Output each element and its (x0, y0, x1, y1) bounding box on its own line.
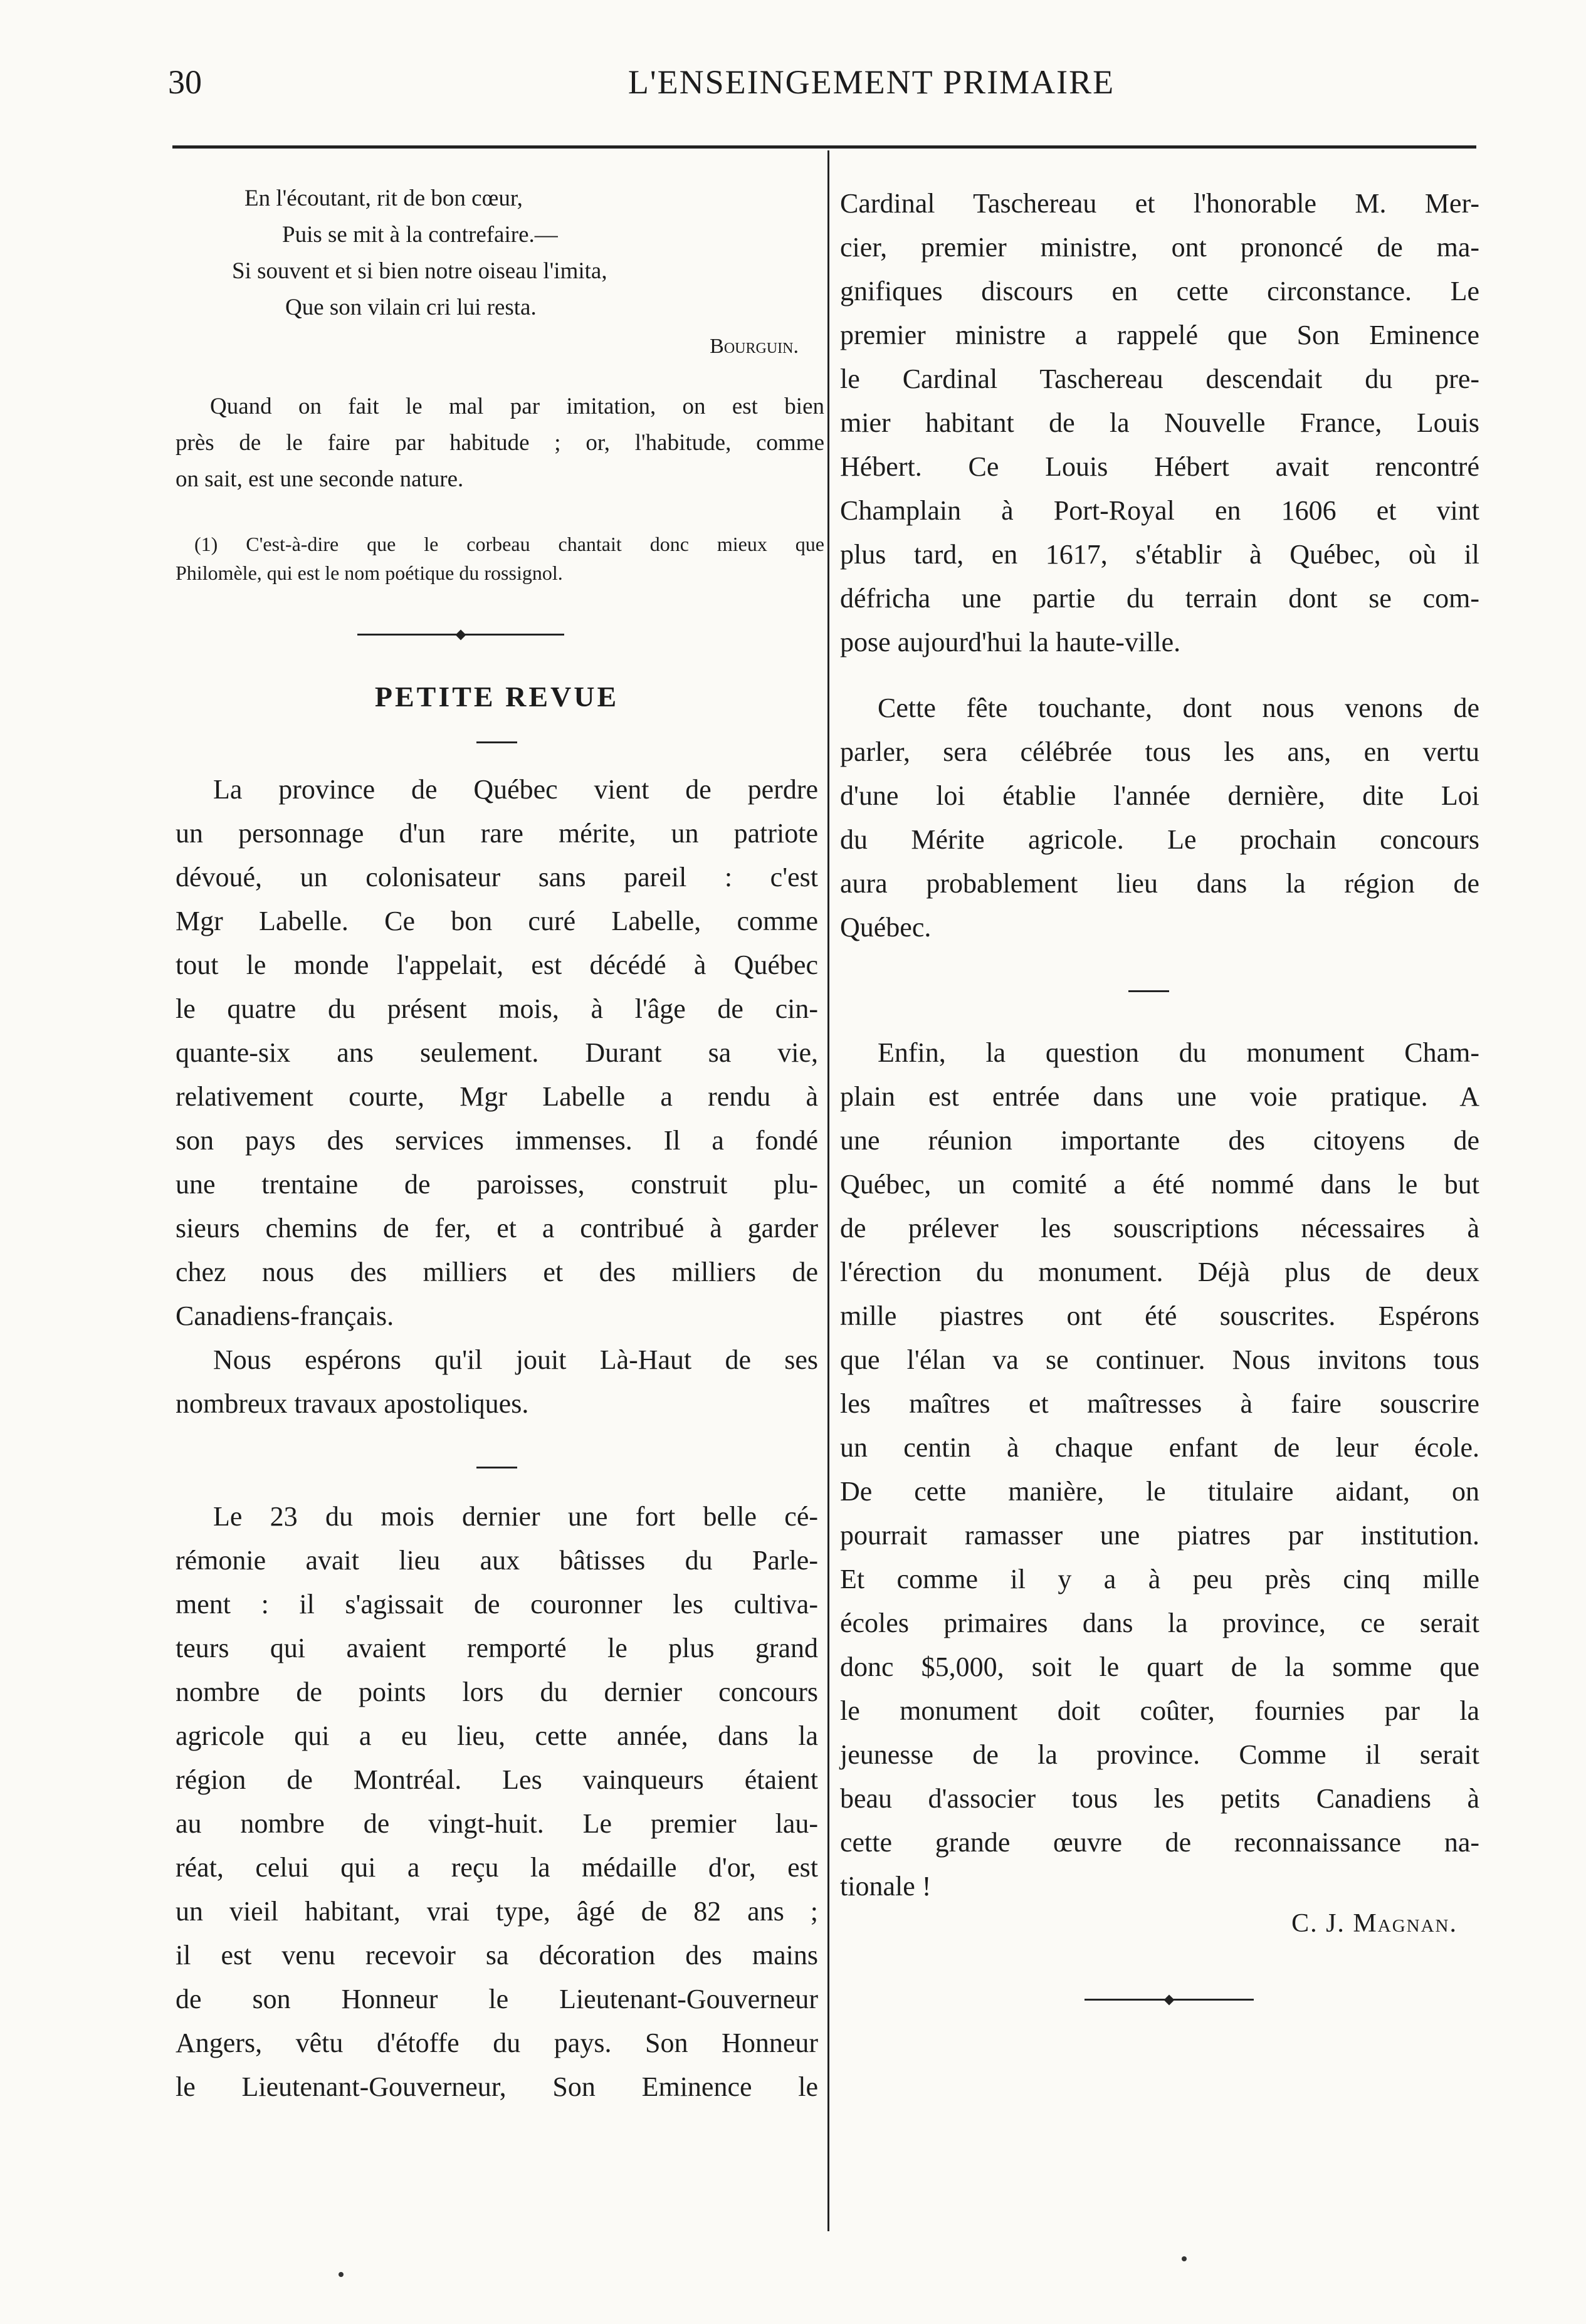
paragraph-dash (1128, 990, 1169, 992)
text-line: de prélever les souscriptions nécessaires à (840, 1213, 1479, 1243)
text-line: Nous espérons qu'il jouit Là-Haut de ses (213, 1344, 818, 1375)
text-line: le quatre du présent mois, à l'âge de cin- (176, 993, 818, 1024)
text-line: Et comme il y a à peu près cinq mille (840, 1564, 1479, 1594)
poem-excerpt (176, 181, 802, 365)
text-line: Le 23 du mois dernier une fort belle cé- (213, 1501, 818, 1532)
title-dash (476, 741, 517, 743)
text-line: La province de Québec vient de perdre (213, 774, 818, 805)
text-line: pose aujourd'hui la haute-ville. (840, 627, 1181, 657)
text-line: nombreux travaux apostoliques. (176, 1388, 529, 1419)
text-line: le Cardinal Taschereau descendait du pre- (840, 364, 1479, 394)
text-line: un centin à chaque enfant de leur école. (840, 1432, 1479, 1463)
text-line: Angers, vêtu d'étoffe du pays. Son Honneur (176, 2028, 818, 2058)
text-line: les maîtres et maîtresses à faire souscrire (840, 1388, 1479, 1419)
text-line: il est venu recevoir sa décoration des mains (176, 1940, 818, 1971)
text-line: que l'élan va se continuer. Nous invitons tous (840, 1344, 1479, 1375)
poem-line: Que son vilain cri lui resta. (285, 295, 537, 320)
text-line: une réunion importante des citoyens de (840, 1125, 1479, 1156)
text-line: tionale ! (840, 1871, 932, 1902)
text-line: teurs qui avaient remporté le plus grand (176, 1633, 818, 1663)
poem-author: Bourguin. (710, 335, 799, 358)
text-line: de son Honneur le Lieutenant-Gouverneur (176, 1984, 818, 2014)
text-line: aura probablement lieu dans la région de (840, 868, 1479, 899)
text-line: Cette fête touchante, dont nous venons de (878, 693, 1479, 723)
text-line: défricha une partie du terrain dont se com- (840, 583, 1479, 614)
text-line: nombre de points lors du dernier concours (176, 1677, 818, 1707)
text-line: premier ministre a rappelé que Son Eminence (840, 320, 1479, 350)
page-number: 30 (168, 63, 202, 101)
text-line: jeunesse de la province. Comme il serait (840, 1739, 1479, 1770)
text-line: dévoué, un colonisateur sans pareil : c'est (176, 862, 818, 892)
moral-paragraph (176, 389, 824, 498)
text-line: donc $5,000, soit le quart de la somme que (840, 1651, 1479, 1682)
text-line: Hébert. Ce Louis Hébert avait rencontré (840, 451, 1479, 482)
text-line: un vieil habitant, vrai type, âgé de 82 ans ; (176, 1896, 818, 1927)
text-line: du Mérite agricole. Le prochain concours (840, 824, 1479, 855)
footnote-line: Philomèle, qui est le nom poétique du rossignol. (176, 562, 563, 584)
text-line: pourrait ramasser une piatres par institution. (840, 1520, 1479, 1551)
author-signature: C. J. Magnan. (1291, 1909, 1457, 1938)
text-line: réat, celui qui a reçu la médaille d'or, est (176, 1852, 818, 1883)
text-line: au nombre de vingt-huit. Le premier lau- (176, 1808, 818, 1839)
text-line: beau d'associer tous les petits Canadiens à (840, 1783, 1479, 1814)
text-line: mille piastres ont été souscrites. Espérons (840, 1301, 1479, 1331)
text-line: Cardinal Taschereau et l'honorable M. Mer- (840, 188, 1479, 219)
text-line: Canadiens-français. (176, 1301, 394, 1331)
text-line: rémonie avait lieu aux bâtisses du Parle- (176, 1545, 818, 1576)
paragraph-prayer (176, 1338, 818, 1426)
end-separator (1084, 1996, 1254, 2002)
poem-line: En l'écoutant, rit de bon cœur, (244, 186, 523, 211)
text-line: Québec. (840, 912, 932, 943)
text-line: De cette manière, le titulaire aidant, on (840, 1476, 1479, 1507)
text-line: Québec, un comité a été nommé dans le but (840, 1169, 1479, 1200)
text-line: cier, premier ministre, ont prononcé de ma- (840, 232, 1479, 263)
text-line: Champlain à Port-Royal en 1606 et vint (840, 495, 1479, 526)
print-speck (1182, 2256, 1187, 2261)
text-line: chez nous des milliers et des milliers de (176, 1257, 818, 1287)
text-line: tout le monde l'appelait, est décédé à Québec (176, 950, 818, 980)
text-line: un personnage d'un rare mérite, un patriote (176, 818, 818, 849)
section-title: PETITE REVUE (374, 681, 619, 713)
paragraph-labelle (176, 768, 818, 1338)
paragraph-ceremony (176, 1495, 818, 2109)
text-line: Enfin, la question du monument Cham- (878, 1037, 1479, 1068)
moral-line: près de le faire par habitude ; or, l'habitude, comme (176, 430, 824, 456)
text-line: d'une loi établie l'année dernière, dite Loi (840, 780, 1479, 811)
text-line: l'érection du monument. Déjà plus de deux (840, 1257, 1479, 1287)
text-line: une trentaine de paroisses, construit plu- (176, 1169, 818, 1200)
text-line: agricole qui a eu lieu, cette année, dans la (176, 1720, 818, 1751)
text-line: cette grande œuvre de reconnaissance na- (840, 1827, 1479, 1858)
text-line: ment : il s'agissait de couronner les cultiva- (176, 1589, 818, 1620)
text-line: gnifiques discours en cette circonstance. Le (840, 276, 1479, 306)
print-speck (339, 2272, 344, 2277)
text-line: le Lieutenant-Gouverneur, Son Eminence le (176, 2071, 818, 2102)
text-line: écoles primaires dans la province, ce serait (840, 1608, 1479, 1638)
paragraph-monument (840, 1031, 1479, 1908)
paragraph-dash (476, 1467, 517, 1468)
text-line: sieurs chemins de fer, et a contribué à garder (176, 1213, 818, 1243)
footnote (176, 530, 824, 587)
moral-line: on sait, est une seconde nature. (176, 466, 464, 492)
text-line: son pays des services immenses. Il a fondé (176, 1125, 818, 1156)
running-title: L'ENSEINGEMENT PRIMAIRE (628, 63, 1115, 101)
footnote-line: (1) C'est-à-dire que le corbeau chantait donc mieux que (194, 533, 824, 555)
moral-line: Quand on fait le mal par imitation, on est bien (210, 394, 824, 419)
text-line: plain est entrée dans une voie pratique. A (840, 1081, 1479, 1112)
poem-line: Puis se mit à la contrefaire.— (282, 222, 558, 248)
text-line: région de Montréal. Les vainqueurs étaient (176, 1764, 818, 1795)
section-separator (357, 631, 564, 637)
text-line: mier habitant de la Nouvelle France, Louis (840, 407, 1479, 438)
column-divider (827, 150, 829, 2231)
text-line: parler, sera célébrée tous les ans, en vertu (840, 736, 1479, 767)
text-line: plus tard, en 1617, s'établir à Québec, où il (840, 539, 1479, 570)
paragraph-taschereau (840, 182, 1479, 664)
paragraph-fete (840, 686, 1479, 950)
text-line: relativement courte, Mgr Labelle a rendu à (176, 1081, 818, 1112)
text-line: le monument doit coûter, fournies par la (840, 1695, 1479, 1726)
poem-line: Si souvent et si bien notre oiseau l'imita, (232, 258, 607, 284)
header-rule (172, 145, 1476, 149)
text-line: Mgr Labelle. Ce bon curé Labelle, comme (176, 906, 818, 936)
text-line: quante-six ans seulement. Durant sa vie, (176, 1037, 818, 1068)
